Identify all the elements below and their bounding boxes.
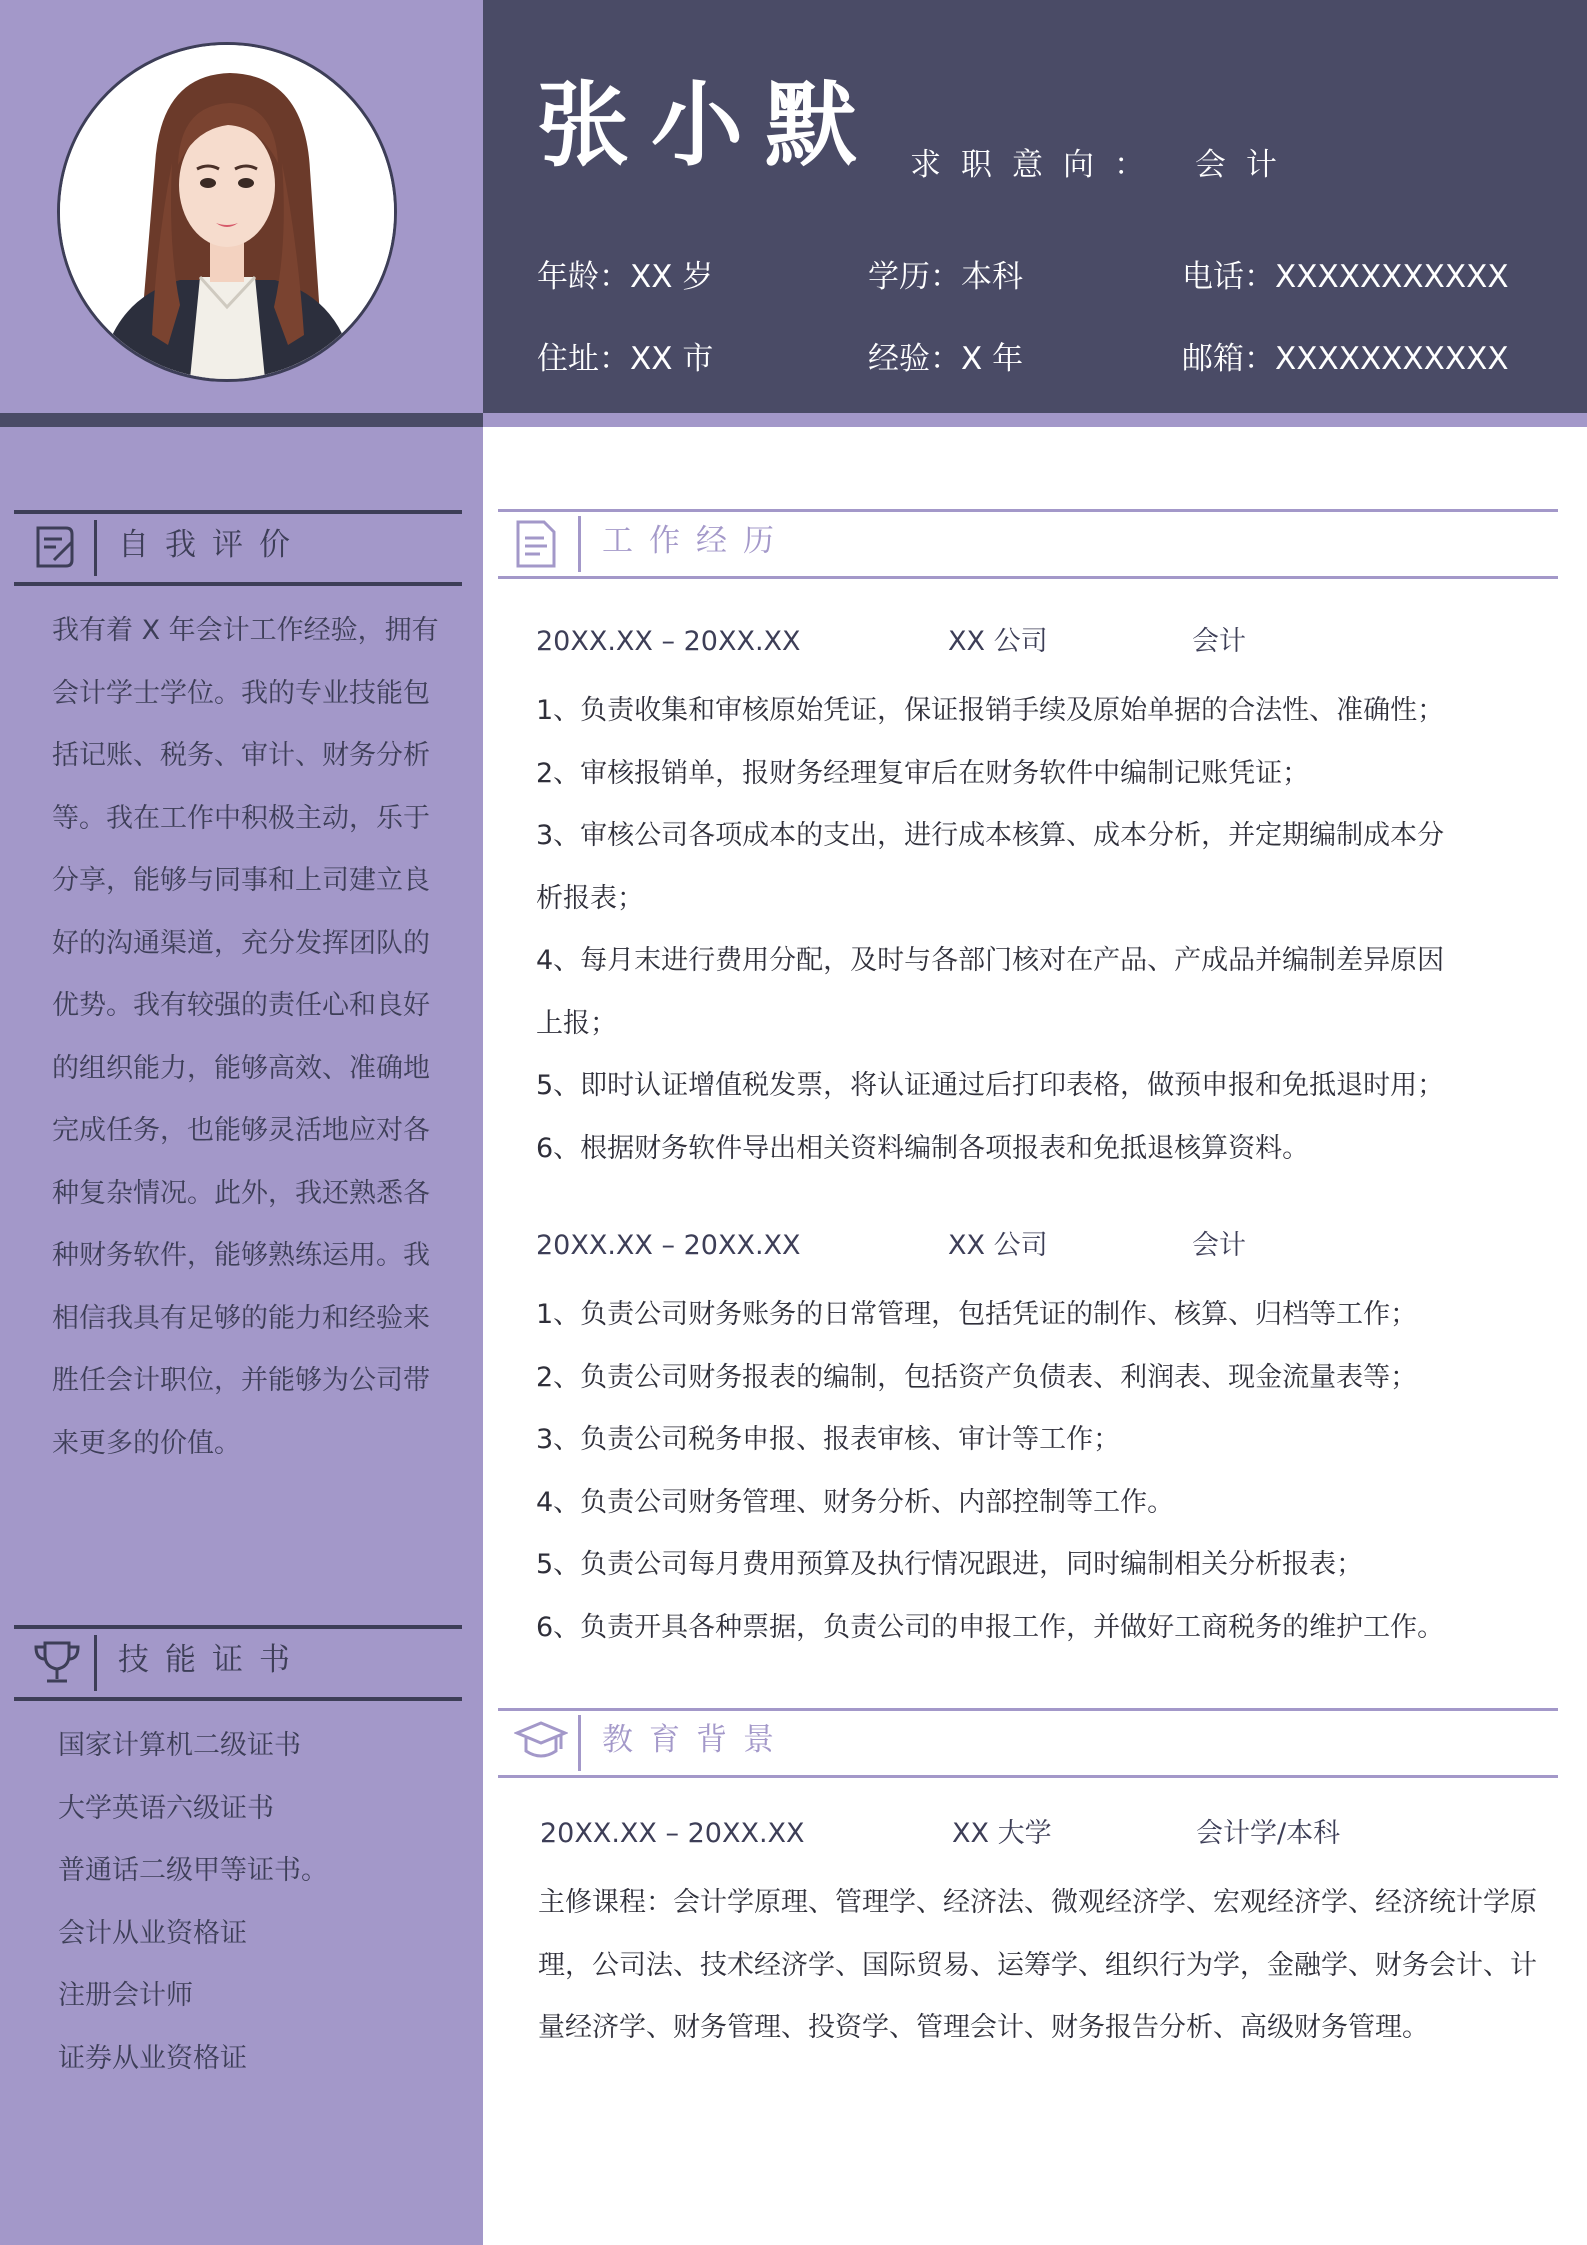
graduation-cap-icon bbox=[514, 1717, 568, 1765]
skills-header bbox=[14, 1625, 462, 1701]
edu-courses: 主修课程：会计学原理、管理学、经济法、微观经济学、宏观经济学、经济统计学原理，公司法、技术经济学、国际贸易、运筹学、组织行为学，金融学、财务会计、计量经济学、财务管理、投资学、管理会计、财务报告分析、高级财务管理。 bbox=[538, 1887, 1537, 2043]
work-header bbox=[498, 509, 1558, 579]
self-eval-text: 我有着 X 年会计工作经验，拥有会计学士学位。我的专业技能包括记账、税务、审计、财务分析等。我在工作中积极主动，乐于分享，能够与同事和上司建立良好的沟通渠道，充分发挥团队的优势。我有较强的责任心和良好的组织能力，能够高效、准确地完成任务，也能够灵活地应对各种复杂情况。此外，我还熟悉各种财务软件，能够熟练运用。我相信我具有足够的能力和经验来胜任会计职位，并能够为公司带来更多的价值。 bbox=[52, 615, 439, 1459]
sidebar-divider-band bbox=[0, 413, 483, 427]
job-2-company: XX 公司 bbox=[948, 1230, 1048, 1261]
notes-icon bbox=[32, 524, 78, 570]
self-eval-title: 自我评价 bbox=[118, 527, 306, 563]
job-2-role: 会计 bbox=[1192, 1230, 1246, 1261]
duty-item: 4、每月末进行费用分配，及时与各部门核对在产品、产成品并编制差异原因 bbox=[536, 945, 1445, 976]
list-item: 会计从业资格证 bbox=[58, 1917, 247, 1949]
duty-item: 1、负责收集和审核原始凭证，保证报销手续及原始单据的合法性、准确性； bbox=[536, 695, 1445, 726]
trophy-icon bbox=[32, 1639, 82, 1687]
candidate-name: 张小默 bbox=[537, 72, 880, 179]
duty-item: 2、审核报销单，报财务经理复审后在财务软件中编制记账凭证； bbox=[536, 757, 1310, 789]
duty-item: 6、根据财务软件导出相关资料编制各项报表和免抵退核算资料。 bbox=[536, 1132, 1310, 1164]
duty-item: 5、即时认证增值税发票，将认证通过后打印表格，做预申报和免抵退时用； bbox=[536, 1070, 1445, 1101]
job-1-company: XX 公司 bbox=[948, 626, 1048, 657]
age-info: 年龄：XX 岁 bbox=[537, 259, 714, 295]
duty-item: 上报； bbox=[536, 1007, 617, 1039]
work-title: 工作经历 bbox=[602, 523, 790, 559]
edu-school: XX 大学 bbox=[952, 1818, 1052, 1849]
education-header bbox=[498, 1708, 1558, 1778]
email-info: 邮箱：XXXXXXXXXXX bbox=[1182, 341, 1509, 377]
job-2-duration: 20XX.XX – 20XX.XX bbox=[536, 1230, 801, 1261]
duty-item: 2、负责公司财务报表的编制，包括资产负债表、利润表、现金流量表等； bbox=[536, 1361, 1418, 1393]
duty-item: 4、负责公司财务管理、财务分析、内部控制等工作。 bbox=[536, 1486, 1175, 1518]
list-item: 普通话二级甲等证书。 bbox=[58, 1855, 328, 1886]
skills-title: 技能证书 bbox=[118, 1642, 306, 1678]
list-item: 大学英语六级证书 bbox=[58, 1792, 274, 1824]
duty-item: 5、负责公司每月费用预算及执行情况跟进，同时编制相关分析报表； bbox=[536, 1549, 1364, 1580]
list-item: 国家计算机二级证书 bbox=[58, 1730, 301, 1761]
list-item: 注册会计师 bbox=[58, 1980, 193, 2011]
header-divider bbox=[578, 516, 581, 572]
education-info: 学历：本科 bbox=[868, 259, 1023, 295]
document-icon bbox=[514, 518, 558, 570]
job-intent bbox=[910, 147, 1297, 183]
job-intent-label: 求职意向： bbox=[910, 147, 1165, 183]
header-divider bbox=[94, 520, 97, 576]
job-intent-value: 会计 bbox=[1194, 147, 1297, 183]
header-divider-band bbox=[483, 413, 1587, 427]
edu-major: 会计学/本科 bbox=[1196, 1818, 1341, 1849]
job-1-duties bbox=[536, 680, 1536, 1180]
duty-item: 6、负责开具各种票据，负责公司的申报工作，并做好工商税务的维护工作。 bbox=[536, 1611, 1445, 1643]
duty-item: 3、审核公司各项成本的支出，进行成本核算、成本分析，并定期编制成本分 bbox=[536, 820, 1445, 851]
avatar-illustration bbox=[60, 45, 394, 379]
self-eval-header bbox=[14, 510, 462, 586]
duty-item: 3、负责公司税务申报、报表审核、审计等工作； bbox=[536, 1424, 1121, 1455]
phone-info: 电话：XXXXXXXXXXX bbox=[1182, 259, 1509, 295]
header-divider bbox=[578, 1715, 581, 1771]
duty-item: 1、负责公司财务账务的日常管理，包括凭证的制作、核算、归档等工作； bbox=[536, 1299, 1418, 1330]
duty-item: 析报表； bbox=[536, 882, 644, 914]
experience-info: 经验：X 年 bbox=[868, 341, 1024, 377]
education-title: 教育背景 bbox=[602, 1722, 790, 1758]
edu-duration: 20XX.XX – 20XX.XX bbox=[540, 1818, 805, 1849]
job-1-role: 会计 bbox=[1192, 626, 1246, 657]
header-divider bbox=[94, 1635, 97, 1691]
job-2-duties bbox=[536, 1284, 1536, 1659]
list-item: 证券从业资格证 bbox=[58, 2042, 247, 2074]
avatar bbox=[57, 42, 397, 382]
cert-list bbox=[58, 1715, 328, 2090]
address-info: 住址：XX 市 bbox=[537, 341, 714, 377]
job-1-duration: 20XX.XX – 20XX.XX bbox=[536, 626, 801, 657]
